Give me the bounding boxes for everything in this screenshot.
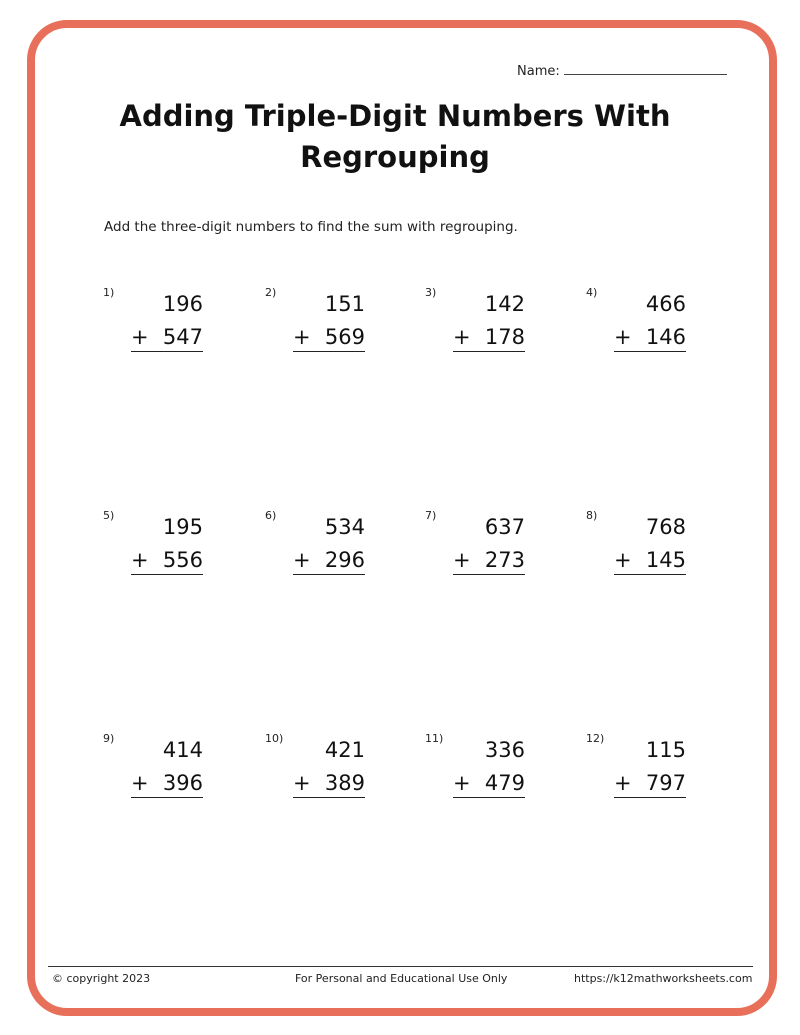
addend-bottom-row <box>293 325 365 352</box>
addend-top: 768 <box>645 515 686 539</box>
addend-bottom: 178 <box>484 325 525 349</box>
plus-sign: + <box>131 771 149 795</box>
addend-top: 142 <box>484 292 525 316</box>
problem-number: 5) <box>103 509 115 522</box>
addend-bottom-row <box>453 325 525 352</box>
addend-bottom: 296 <box>324 548 365 572</box>
addend-bottom-row <box>131 548 203 575</box>
addend-top: 151 <box>324 292 365 316</box>
addend-bottom-row <box>293 548 365 575</box>
plus-sign: + <box>614 548 632 572</box>
addend-top: 466 <box>645 292 686 316</box>
problem-3 <box>425 286 565 376</box>
addend-bottom: 273 <box>484 548 525 572</box>
problem-12 <box>586 732 726 822</box>
plus-sign: + <box>131 325 149 349</box>
addend-top: 421 <box>324 738 365 762</box>
addend-bottom: 145 <box>645 548 686 572</box>
footer-usage: For Personal and Educational Use Only <box>295 972 508 985</box>
addend-bottom: 396 <box>162 771 203 795</box>
problem-number: 10) <box>265 732 284 745</box>
problem-9 <box>103 732 243 822</box>
footer-copyright: © copyright 2023 <box>52 972 151 985</box>
problem-6 <box>265 509 405 599</box>
addend-top: 534 <box>324 515 365 539</box>
name-label: Name: <box>517 64 560 79</box>
plus-sign: + <box>293 771 311 795</box>
addend-bottom-row <box>293 771 365 798</box>
addend-bottom: 479 <box>484 771 525 795</box>
instructions: Add the three-digit numbers to find the sum with regrouping. <box>104 219 518 235</box>
problem-5 <box>103 509 243 599</box>
addend-bottom-row <box>614 548 686 575</box>
name-field <box>517 62 727 79</box>
problem-number: 3) <box>425 286 437 299</box>
addend-top: 196 <box>162 292 203 316</box>
problem-number: 7) <box>425 509 437 522</box>
addend-top: 336 <box>484 738 525 762</box>
problem-number: 1) <box>103 286 115 299</box>
footer-divider <box>48 966 753 967</box>
problem-number: 2) <box>265 286 277 299</box>
problem-number: 8) <box>586 509 598 522</box>
plus-sign: + <box>293 548 311 572</box>
plus-sign: + <box>453 548 471 572</box>
addend-bottom-row <box>614 771 686 798</box>
problem-number: 4) <box>586 286 598 299</box>
problem-number: 6) <box>265 509 277 522</box>
plus-sign: + <box>453 325 471 349</box>
addend-top: 637 <box>484 515 525 539</box>
addend-bottom: 797 <box>645 771 686 795</box>
problem-4 <box>586 286 726 376</box>
addend-bottom: 569 <box>324 325 365 349</box>
problem-number: 9) <box>103 732 115 745</box>
addend-bottom-row <box>453 771 525 798</box>
problem-2 <box>265 286 405 376</box>
plus-sign: + <box>614 771 632 795</box>
addend-top: 195 <box>162 515 203 539</box>
plus-sign: + <box>293 325 311 349</box>
addend-bottom-row <box>131 771 203 798</box>
addend-top: 115 <box>645 738 686 762</box>
addend-bottom: 547 <box>162 325 203 349</box>
problem-11 <box>425 732 565 822</box>
addend-bottom: 556 <box>162 548 203 572</box>
problem-7 <box>425 509 565 599</box>
addend-bottom-row <box>453 548 525 575</box>
plus-sign: + <box>131 548 149 572</box>
problem-1 <box>103 286 243 376</box>
problem-8 <box>586 509 726 599</box>
problem-10 <box>265 732 405 822</box>
worksheet-title: Adding Triple-Digit Numbers With Regrouping <box>119 99 671 174</box>
name-blank-line[interactable] <box>564 62 727 75</box>
footer-website-link[interactable]: https://k12mathworksheets.com <box>574 972 753 985</box>
problem-number: 12) <box>586 732 605 745</box>
addend-bottom-row <box>131 325 203 352</box>
addend-bottom: 389 <box>324 771 365 795</box>
addend-bottom-row <box>614 325 686 352</box>
problem-number: 11) <box>425 732 444 745</box>
plus-sign: + <box>453 771 471 795</box>
plus-sign: + <box>614 325 632 349</box>
addend-top: 414 <box>162 738 203 762</box>
addend-bottom: 146 <box>645 325 686 349</box>
